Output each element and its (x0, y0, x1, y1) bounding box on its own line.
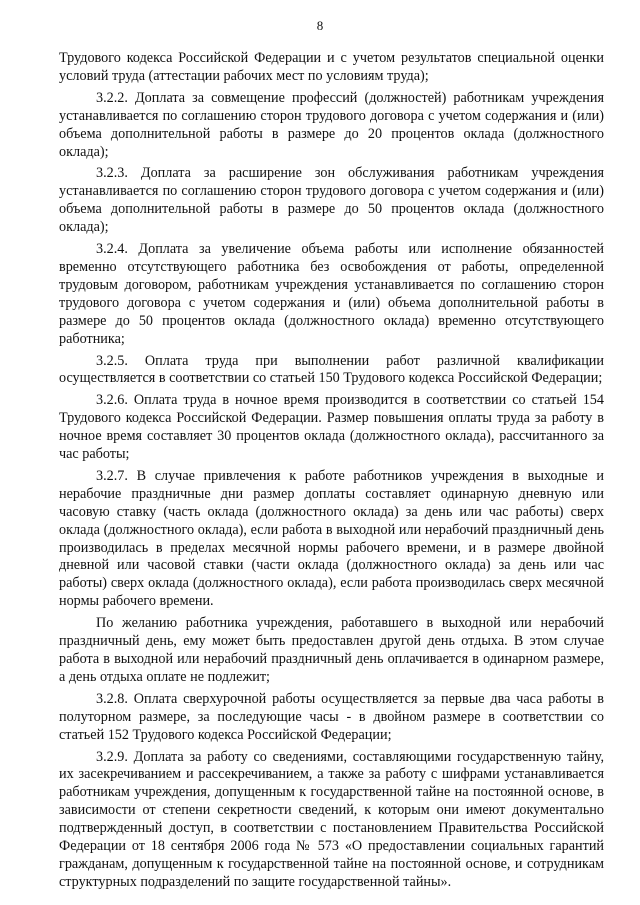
paragraph-continuation: Трудового кодекса Российской Федерации и с учетом результатов специальной оценки условий труда (аттестации рабочих мест по условиям труда); (59, 50, 604, 84)
paragraph-3-2-5: 3.2.5. Оплата труда при выполнении работ различной квалификации осуществляется в соответствии со статьей 150 Трудового кодекса Российской Федерации; (59, 352, 604, 387)
paragraph-3-2-6: 3.2.6. Оплата труда в ночное время производится в соответствии со статьей 154 Трудового кодекса Российской Федерации. Размер повышения оплаты труда за работу в ночное время составляет 30 процентов оклада (должностного оклада), рассчитанного за час работы; (59, 392, 604, 463)
paragraph-day-off: По желанию работника учреждения, работавшего в выходной или нерабочий праздничный день, ему может быть предоставлен другой день отдыха. В этом случае работа в выходной или нерабочий праздничный день оплачивается в одинарном размере, а день отдыха оплате не подлежит; (59, 615, 604, 685)
paragraph-3-2-3: 3.2.3. Доплата за расширение зон обслуживания работникам учреждения устанавливается по соглашению сторон трудового договора с учетом содержания и (или) объема дополнительной работы в размере до 50 процентов оклада (должностного оклада); (59, 165, 604, 236)
paragraph-3-2-7: 3.2.7. В случае привлечения к работе работников учреждения в выходные и нерабочие праздничные дни размер доплаты составляет одинарную дневную или часовую ставку (часть оклада (должностного оклада) за день или час работы) сверх оклада (должностного оклада), если работа в выходной или нерабочий праздничный день производилась в пределах месячной нормы рабочего времени, и в размере двойной дневной или часовой ставки (части оклада (должностного оклада) за день или час работы) сверх оклада (должностного оклада), если работа производилась сверх месячной нормы рабочего времени. (59, 467, 604, 610)
page-number: 8 (316, 18, 324, 33)
document-body (59, 50, 604, 892)
paragraph-3-2-2: 3.2.2. Доплата за совмещение профессий (должностей) работникам учреждения устанавливается по соглашению сторон трудового договора с учетом содержания и (или) объема дополнительной работы в размере до 20 процентов оклада (должностного оклада); (59, 89, 604, 160)
paragraph-3-2-4: 3.2.4. Доплата за увеличение объема работы или исполнение обязанностей временно отсутствующего работника без освобождения от работы, определенной трудовым договором, работникам учреждения устанавливается по соглашению сторон трудового договора с учетом содержания и (или) объема дополнительной работы в размере до 50 процентов оклада (должностного оклада) временно отсутствующего работника; (59, 241, 604, 347)
paragraph-3-2-9: 3.2.9. Доплата за работу со сведениями, составляющими государственную тайну, их засекречиванием и рассекречиванием, а также за работу с шифрами устанавливается работникам учреждения, допущенным к государственной тайне на постоянной основе, в зависимости от степени секретности сведений, к которым они имеют документально подтвержденный доступ, в соответствии с постановлением Правительства Российской Федерации от 18 сентября 2006 года № 573 «О предоставлении социальных гарантий гражданам, допущенным к государственной тайне на постоянной основе, и сотрудникам структурных подразделений по защите государственной тайны». (59, 748, 604, 890)
paragraph-3-2-8: 3.2.8. Оплата сверхурочной работы осуществляется за первые два часа работы в полуторном размере, за последующие часы - в двойном размере в соответствии со статьей 152 Трудового кодекса Российской Федерации; (59, 690, 604, 743)
